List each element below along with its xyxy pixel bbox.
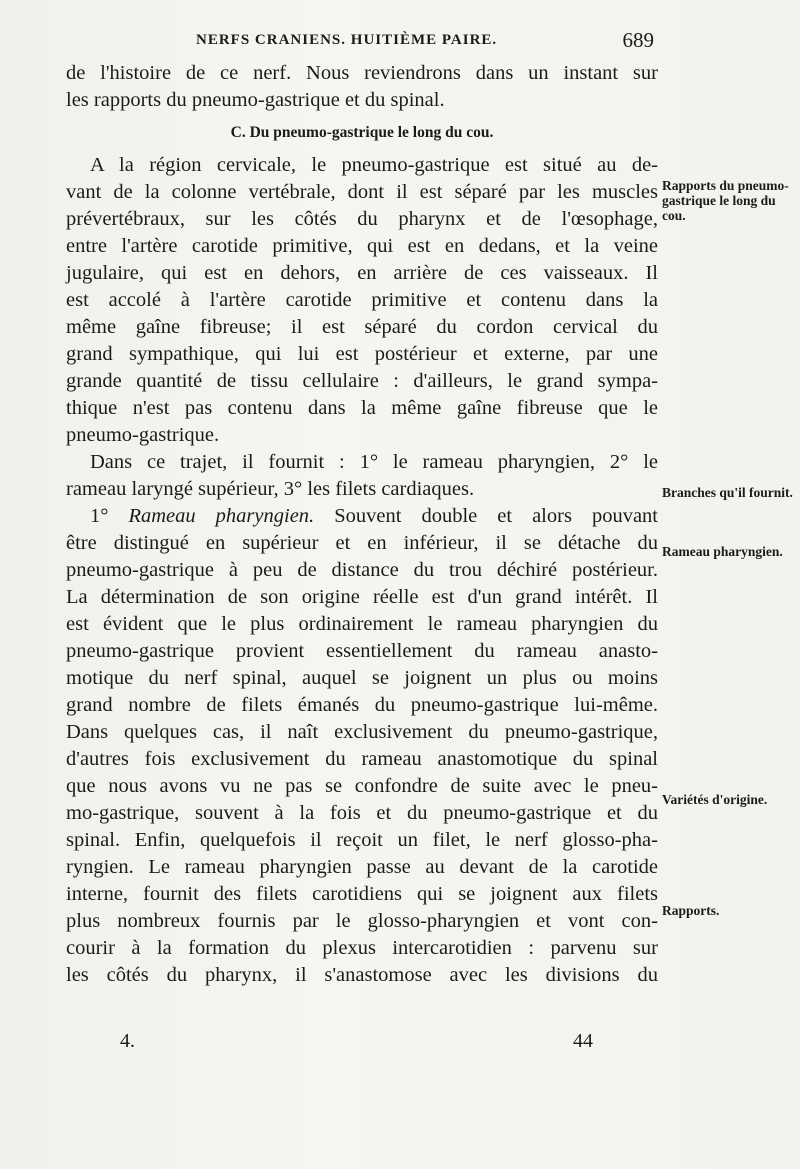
signature-mark-right: 44 xyxy=(573,1030,593,1052)
text-run: Souvent double et alors pouvant xyxy=(334,505,659,527)
text-line: de l'histoire de ce nerf. Nous reviendrons dans un instant sur xyxy=(66,62,658,84)
running-head: NERFS CRANIENS. HUITIÈME PAIRE. xyxy=(196,32,498,48)
page-header xyxy=(66,28,658,58)
italic-heading: Rameau pharyngien. xyxy=(128,505,315,527)
text-line: entre l'artère carotide primitive, qui est en dedans, et la veine xyxy=(66,235,658,257)
text-line: pneumo-gastrique provient essentiellement du rameau anasto- xyxy=(66,640,658,662)
text-line: est accolé à l'artère carotide primitive et contenu dans la xyxy=(66,289,658,311)
text-line: courir à la formation du plexus intercarotidien : parvenu sur xyxy=(66,937,658,959)
item-number: 1° xyxy=(90,505,109,527)
text-line: grand sympathique, qui lui est postérieur et externe, par une xyxy=(66,343,658,365)
page-number: 689 xyxy=(622,28,654,52)
signature-mark-left: 4. xyxy=(120,1030,135,1052)
margin-note: Variétés d'origine. xyxy=(662,792,768,807)
text-line: jugulaire, qui est en dehors, en arrière de ces vaisseaux. Il xyxy=(66,262,658,284)
text-line: vant de la colonne vertébrale, dont il est séparé par les muscles xyxy=(66,181,658,203)
text-line: les côtés du pharynx, il s'anastomose avec les divisions du xyxy=(66,964,658,986)
text-line: grand nombre de filets émanés du pneumo-gastrique lui-même. xyxy=(66,694,658,716)
body-text xyxy=(66,60,658,989)
text-line: motique du nerf spinal, auquel se joignent un plus ou moins xyxy=(66,667,658,689)
text-line: prévertébraux, sur les côtés du pharynx et de l'œsophage, xyxy=(66,208,658,230)
text-line: spinal. Enfin, quelquefois il reçoit un filet, le nerf glosso-pha- xyxy=(66,829,658,851)
text-line: même gaîne fibreuse; il est séparé du cordon cervical du xyxy=(66,316,658,338)
text-line: La détermination de son origine réelle est d'un grand intérêt. Il xyxy=(66,586,658,608)
text-line: grande quantité de tissu cellulaire : d'ailleurs, le grand sympa- xyxy=(66,370,658,392)
paragraph-branches xyxy=(66,449,658,503)
text-line: les rapports du pneumo-gastrique et du spinal. xyxy=(66,89,445,111)
text-line: être distingué en supérieur et en inférieur, il se détache du xyxy=(66,532,658,554)
margin-note: Branches qu'il fournit. xyxy=(662,485,793,500)
margin-note: Rameau pharyngien. xyxy=(662,544,783,559)
text-line xyxy=(66,503,658,530)
margin-note: Rapports du pneumo-gastrique le long du cou. xyxy=(662,178,789,223)
text-line: pneumo-gastrique. xyxy=(66,424,220,446)
text-line: rameau laryngé supérieur, 3° les filets cardiaques. xyxy=(66,478,475,500)
text-line: A la région cervicale, le pneumo-gastrique est situé au de- xyxy=(90,154,658,176)
text-line: que nous avons vu ne pas se confondre de suite avec le pneu- xyxy=(66,775,658,797)
text-line: thique n'est pas contenu dans la même gaîne fibreuse que le xyxy=(66,397,658,419)
text-line: d'autres fois exclusivement du rameau anastomotique du spinal xyxy=(66,748,658,770)
text-line: Dans ce trajet, il fournit : 1° le rameau pharyngien, 2° le xyxy=(90,451,658,473)
paragraph-pharyngeal-branch xyxy=(66,503,658,989)
paragraph-cervical-region xyxy=(66,152,658,449)
text-line: est évident que le plus ordinairement le rameau pharyngien du xyxy=(66,613,658,635)
page-footer xyxy=(0,1030,800,1060)
text-line: plus nombreux fournis par le glosso-pharyngien et vont con- xyxy=(66,910,658,932)
text-line: pneumo-gastrique à peu de distance du trou déchiré postérieur. xyxy=(66,559,658,581)
intro-paragraph xyxy=(66,60,658,114)
text-line: interne, fournit des filets carotidiens qui se joignent aux filets xyxy=(66,883,658,905)
text-line: mo-gastrique, souvent à la fois et du pneumo-gastrique et du xyxy=(66,802,658,824)
text-line: Dans quelques cas, il naît exclusivement du pneumo-gastrique, xyxy=(66,721,658,743)
margin-note: Rapports. xyxy=(662,903,720,918)
text-line: ryngien. Le rameau pharyngien passe au devant de la carotide xyxy=(66,856,658,878)
section-heading: C. Du pneumo-gastrique le long du cou. xyxy=(230,124,494,141)
